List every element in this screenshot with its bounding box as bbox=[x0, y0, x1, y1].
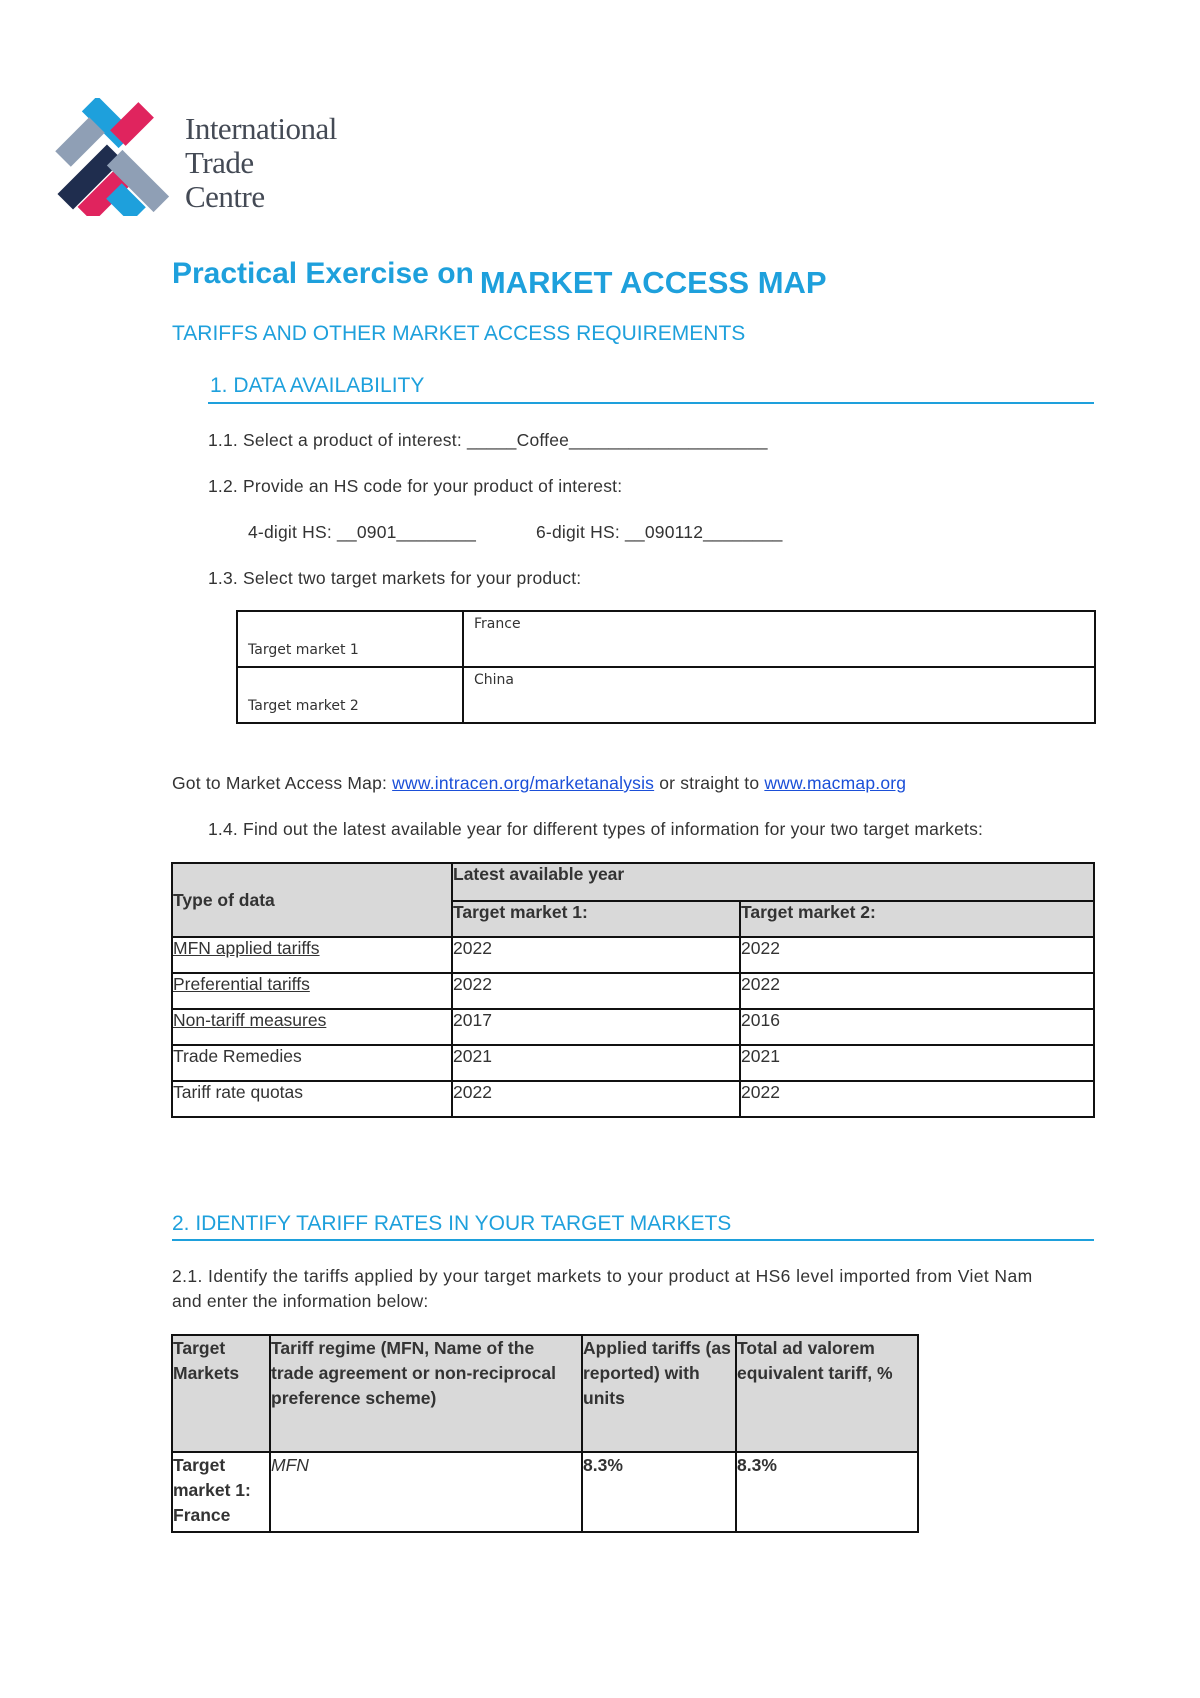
table-row bbox=[172, 863, 1094, 901]
cell-year[interactable]: 2022 bbox=[452, 1081, 740, 1117]
target-market-1-label: Target market 1 bbox=[237, 611, 463, 667]
goto-paragraph bbox=[172, 773, 906, 794]
cell-year[interactable]: 2022 bbox=[452, 973, 740, 1009]
header-type-of-data: Type of data bbox=[172, 863, 452, 937]
cell-total-ave[interactable]: 8.3% bbox=[736, 1452, 918, 1532]
cell-year[interactable]: 2022 bbox=[740, 1081, 1094, 1117]
table-row bbox=[172, 937, 1094, 973]
logo-line-3: Centre bbox=[185, 179, 265, 214]
latest-year-table bbox=[171, 862, 1095, 1118]
section-2-heading: 2. IDENTIFY TARIFF RATES IN YOUR TARGET MARKETS bbox=[172, 1212, 732, 1235]
link-preferential-tariffs[interactable]: Preferential tariffs bbox=[173, 974, 310, 994]
page-subtitle: TARIFFS AND OTHER MARKET ACCESS REQUIREMENTS bbox=[172, 322, 746, 345]
page-title bbox=[172, 255, 827, 300]
cell-type: Tariff rate quotas bbox=[172, 1081, 452, 1117]
header-target-market-1: Target market 1: bbox=[452, 901, 740, 937]
cell-year[interactable]: 2022 bbox=[740, 973, 1094, 1009]
link-non-tariff-measures[interactable]: Non-tariff measures bbox=[173, 1010, 327, 1030]
hs6-code: 6-digit HS: __090112________ bbox=[536, 522, 783, 542]
header-target-markets: Target Markets bbox=[172, 1335, 270, 1452]
table-row bbox=[172, 1335, 918, 1452]
hs4-code: 4-digit HS: __0901________ bbox=[248, 522, 477, 542]
cell-year[interactable]: 2021 bbox=[452, 1045, 740, 1081]
target-market-2-value[interactable]: China bbox=[463, 667, 1095, 723]
header-latest-year: Latest available year bbox=[452, 863, 1094, 901]
target-markets-table bbox=[236, 610, 1096, 724]
cell-year[interactable]: 2021 bbox=[740, 1045, 1094, 1081]
table-row bbox=[172, 1452, 918, 1532]
cell-year[interactable]: 2022 bbox=[452, 937, 740, 973]
section-1-heading: 1. DATA AVAILABILITY bbox=[210, 374, 425, 397]
table-row bbox=[237, 667, 1095, 723]
macmap-link[interactable]: www.macmap.org bbox=[764, 773, 907, 793]
itc-logo-icon bbox=[55, 98, 173, 216]
section-1-rule bbox=[208, 402, 1094, 404]
title-part-1: Practical Exercise on bbox=[172, 257, 474, 290]
target-market-1-value[interactable]: France bbox=[463, 611, 1095, 667]
target-market-2-label: Target market 2 bbox=[237, 667, 463, 723]
table-row bbox=[237, 611, 1095, 667]
itc-logo-text bbox=[185, 112, 337, 214]
section-2-rule bbox=[172, 1239, 1094, 1241]
header-total-ave: Total ad valorem equivalent tariff, % bbox=[736, 1335, 918, 1452]
header-applied-tariffs: Applied tariffs (as reported) with units bbox=[582, 1335, 736, 1452]
cell-target-market-1: Target market 1: France bbox=[172, 1452, 270, 1532]
cell-year[interactable]: 2022 bbox=[740, 937, 1094, 973]
header-target-market-2: Target market 2: bbox=[740, 901, 1094, 937]
goto-text: Got to Market Access Map: bbox=[172, 773, 393, 793]
title-part-2: MARKET ACCESS MAP bbox=[479, 265, 827, 300]
table-row bbox=[172, 1009, 1094, 1045]
question-2-1-line-2: and enter the information below: bbox=[172, 1291, 429, 1311]
cell-tariff-regime[interactable]: MFN bbox=[270, 1452, 582, 1532]
tariff-rates-table bbox=[171, 1334, 919, 1533]
logo-line-1: International bbox=[185, 111, 337, 146]
link-mfn-applied-tariffs[interactable]: MFN applied tariffs bbox=[173, 938, 320, 958]
table-row bbox=[172, 1045, 1094, 1081]
goto-mid-text: or straight to bbox=[654, 773, 765, 793]
table-row bbox=[172, 973, 1094, 1009]
cell-type: Trade Remedies bbox=[172, 1045, 452, 1081]
cell-applied-tariff[interactable]: 8.3% bbox=[582, 1452, 736, 1532]
intracen-link[interactable]: www.intracen.org/marketanalysis bbox=[392, 773, 655, 793]
logo-line-2: Trade bbox=[185, 145, 254, 180]
question-1-3: 1.3. Select two target markets for your product: bbox=[208, 568, 582, 588]
question-1-1: 1.1. Select a product of interest: _____Coffee____________________ bbox=[208, 430, 768, 450]
question-2-1-line-1: 2.1. Identify the tariffs applied by your target markets to your product at HS6 level imported from Viet Nam bbox=[172, 1266, 1033, 1286]
cell-year[interactable]: 2016 bbox=[740, 1009, 1094, 1045]
table-row bbox=[172, 1081, 1094, 1117]
question-1-2: 1.2. Provide an HS code for your product of interest: bbox=[208, 476, 623, 496]
header-tariff-regime: Tariff regime (MFN, Name of the trade agreement or non-reciprocal preference scheme) bbox=[270, 1335, 582, 1452]
cell-year[interactable]: 2017 bbox=[452, 1009, 740, 1045]
question-1-4: 1.4. Find out the latest available year for different types of information for your two target markets: bbox=[208, 819, 984, 839]
